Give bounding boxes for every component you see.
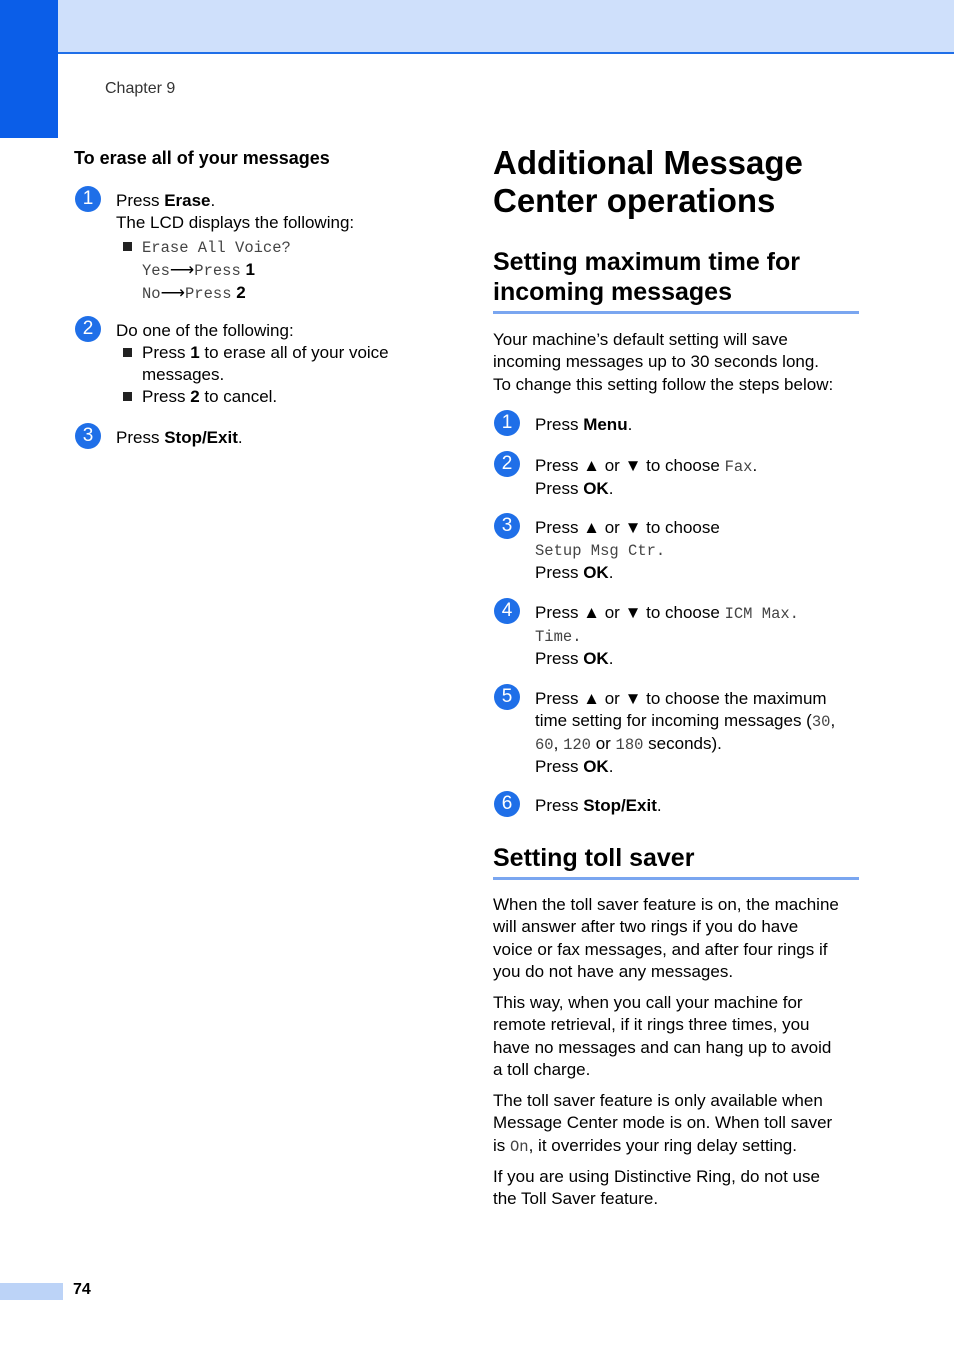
chapter-label: Chapter 9 (105, 80, 176, 97)
step-badge: 2 (75, 316, 101, 342)
step-badge: 5 (494, 684, 520, 710)
page-number: 74 (73, 1281, 91, 1298)
footer-bar (0, 1283, 63, 1300)
step-badge: 3 (75, 423, 101, 449)
max-step-6: Press Stop/Exit. (535, 796, 662, 815)
section-toll-saver: Setting toll saver (493, 843, 859, 880)
toll-paragraph-3: The toll saver feature is only available when Message Center mode is on. When toll saver is On, it overrides your ring delay setting. (493, 1091, 833, 1156)
erase-heading: To erase all of your messages (74, 148, 330, 168)
max-step-1: Press Menu. (535, 415, 633, 434)
erase-step-2: Do one of the following: Press 1 to erase all of your voice messages. Press 2 to cancel. (116, 321, 389, 406)
max-step-5: Press ▲ or ▼ to choose the maximum time setting for incoming messages (30, 60, 120 or 180 seconds). Press OK. (535, 689, 836, 776)
intro-paragraph: Your machine’s default setting will save incoming messages up to 30 seconds long. To change this setting follow the steps below: (493, 330, 834, 394)
step-badge: 4 (494, 598, 520, 624)
toll-paragraph-2: This way, when you call your machine for remote retrieval, if it rings three times, you have no messages and can hang up to avoid a toll charge. (493, 993, 832, 1079)
erase-step-3: Press Stop/Exit. (116, 428, 243, 447)
page-title: Additional Message Center operations (493, 144, 803, 219)
erase-step-1: Press Erase. The LCD displays the following: Erase All Voice? Yes⟶Press 1 No⟶Press 2 (116, 191, 355, 303)
step-badge: 6 (494, 791, 520, 817)
max-step-4: Press ▲ or ▼ to choose ICM Max. Time. Press OK. (535, 603, 799, 668)
toll-paragraph-1: When the toll saver feature is on, the machine will answer after two rings if you do have voice or fax messages, and after four rings if you do not have any messages. (493, 895, 839, 981)
toll-paragraph-4: If you are using Distinctive Ring, do not use the Toll Saver feature. (493, 1167, 820, 1209)
header-bar (0, 0, 954, 54)
step-badge: 3 (494, 513, 520, 539)
max-step-3: Press ▲ or ▼ to choose Setup Msg Ctr. Press OK. (535, 518, 720, 582)
step-badge: 1 (494, 410, 520, 436)
section-max-time: Setting maximum time for incoming messages (493, 247, 859, 314)
step-badge: 1 (75, 186, 101, 212)
step-badge: 2 (494, 451, 520, 477)
max-step-2: Press ▲ or ▼ to choose Fax. Press OK. (535, 456, 758, 498)
chapter-tab (0, 0, 58, 138)
